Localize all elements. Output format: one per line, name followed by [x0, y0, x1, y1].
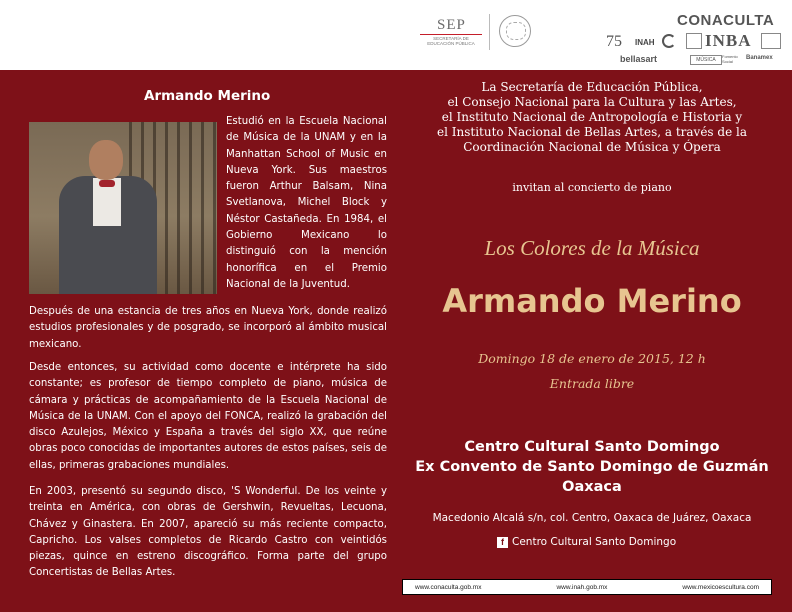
banamex-logo: Banamex: [746, 55, 773, 61]
footer-link-conaculta[interactable]: www.conaculta.gob.mx: [415, 583, 482, 591]
institution-line: el Instituto Nacional de Antropología e Historia y: [441, 110, 743, 124]
performer-name: Armando Merino: [442, 282, 742, 320]
c-mark-icon: [662, 34, 676, 48]
bio-paragraph-2: Desde entonces, su actividad como docente e intérprete ha sido constante; es profesor de tiempo completo de piano, música de cámara y prácticas de acompañamiento de la Escuela Nacional de Música de la UNAM. Con el apoyo del FONCA, realizó la grabación del disco Azulejos, México y España a través del siglo XX, que reúne obras poco conocidas de importantes autores de estos países, seis de ellas, primeras grabaciones mundiales.: [29, 362, 387, 471]
facebook-link[interactable]: [497, 536, 676, 548]
sep-logo: SEP: [437, 17, 466, 33]
institution-line: el Consejo Nacional para la Cultura y las Artes,: [447, 95, 737, 109]
institution-line: La Secretaría de Educación Pública,: [481, 80, 703, 94]
bow-tie: [99, 180, 115, 187]
bio-paragraph-1: Estudió en la Escuela Nacional de Música de la UNAM y en la Manhattan School of Music en Nueva York. Sus maestros fueron Arthur Balsam, Nina Svetlanova, Michel Block y Néstor Castañeda. En 1984, el Gobierno Mexicano lo distinguió con la mención honorífica en el Premio Nacional de la Juventud.: [226, 116, 387, 290]
venue-city: Oaxaca: [562, 479, 622, 495]
emblem-icon: [686, 33, 702, 49]
conaculta-logo: CONACULTA: [677, 12, 775, 29]
musica-logo: MÚSICA: [690, 55, 722, 65]
venue-address: Macedonio Alcalá s/n, col. Centro, Oaxaca de Juárez, Oaxaca: [432, 512, 752, 524]
sep-logo-rule: [420, 34, 482, 35]
inba-logo: INBA: [705, 31, 752, 50]
fomento-logo: Fomento Social: [722, 54, 738, 64]
footer-links-bar: [402, 579, 772, 595]
venue-name: Centro Cultural Santo Domingo: [464, 439, 720, 455]
entry-info: Entrada libre: [549, 376, 635, 391]
bellasartes-logo: bellasart: [620, 54, 658, 64]
bio-paragraph-1-continued: Después de una estancia de tres años en Nueva York, donde realizó estudios profesionales y de posgrado, se incorporó al ámbito musical mexicano.: [29, 306, 387, 350]
photo-figure-head: [89, 140, 123, 180]
concert-title: Los Colores de la Música: [484, 236, 700, 260]
institutions-block: [412, 80, 772, 155]
logo-divider: [489, 14, 490, 50]
facebook-page-label: Centro Cultural Santo Domingo: [512, 536, 677, 548]
institution-line: Coordinación Nacional de Música y Ópera: [463, 140, 721, 154]
footer-link-mexicoescultura[interactable]: www.mexicoescultura.com: [682, 583, 759, 591]
eagle-icon: [506, 22, 526, 40]
facebook-icon: f: [497, 537, 508, 548]
invite-line: invitan al concierto de piano: [512, 181, 672, 194]
sep-subtitle: SECRETARÍA DE EDUCACIÓN PÚBLICA: [427, 36, 475, 46]
venue-building: Ex Convento de Santo Domingo de Guzmán: [415, 459, 769, 475]
biography-title: Armando Merino: [144, 88, 271, 104]
performer-photo: [29, 122, 217, 294]
inba-emblem-icon: [761, 33, 781, 49]
bio-paragraph-3: En 2003, presentó su segundo disco, 'S Wonderful. De los veinte y treinta en América, con obras de Gershwin, Revueltas, Lecuona, Chávez y Ginastera. En 2007, apareció su más reciente compacto, Capricho. Los valses completos de Ricardo Castro con veintidós piezas, quince en estreno discográfico. Forma parte del grupo Concertistas de Bellas Artes.: [29, 486, 387, 579]
inah-75-logo: 75: [606, 33, 622, 50]
footer-link-inah[interactable]: www.inah.gob.mx: [556, 583, 608, 591]
event-date: Domingo 18 de enero de 2015, 12 h: [478, 351, 706, 366]
logo-header-bar: [0, 0, 792, 70]
inah-logo: INAH: [635, 38, 655, 47]
institution-line: el Instituto Nacional de Bellas Artes, a través de la: [437, 125, 747, 139]
